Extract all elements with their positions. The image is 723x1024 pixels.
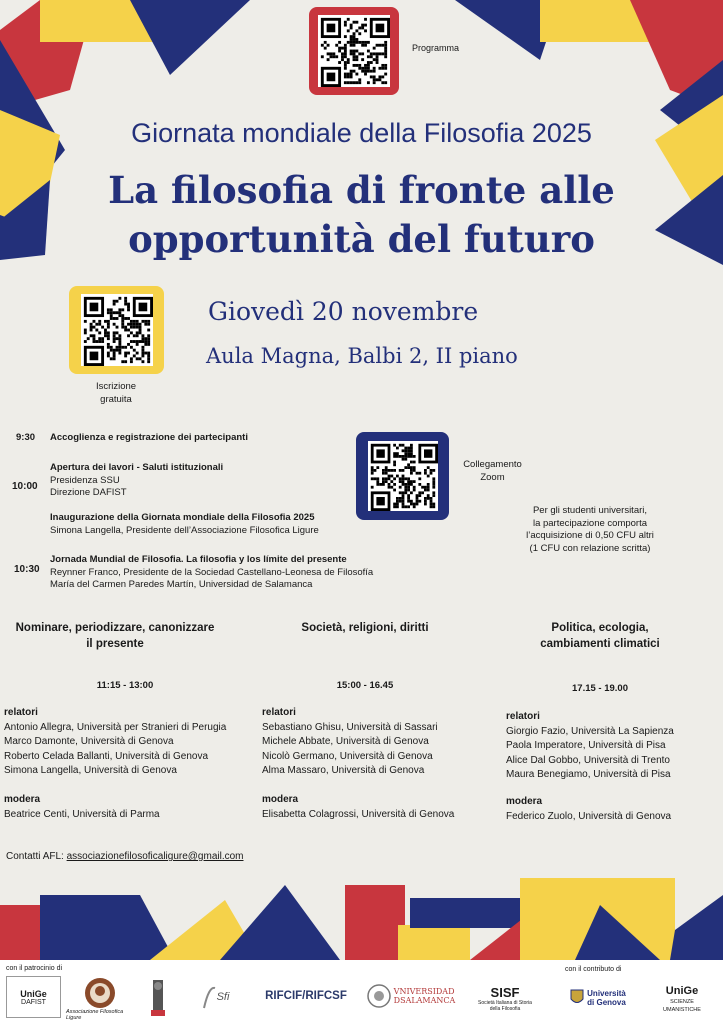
modera-label: modera: [4, 794, 41, 805]
session-title-line: cambiamenti climatici: [540, 638, 660, 650]
event-venue: Aula Magna, Balbi 2, II piano: [206, 344, 518, 368]
cfu-note-line: Per gli studenti universitari,: [532, 505, 648, 516]
logo-unige-text: [587, 989, 626, 1007]
logo-unige-dafist: [6, 976, 61, 1018]
schedule-line: Reynner Franco, Presidente de la Sociedad Castellano-Leonesa de Filosofía: [50, 566, 374, 578]
main-title-line1: La filosofia di fronte alle: [108, 168, 615, 212]
event-date: Giovedì 20 novembre: [208, 297, 479, 326]
qr-code-icon: [318, 15, 390, 87]
logo-text: Università: [587, 989, 626, 998]
shape-red-bottom-left: [0, 905, 42, 960]
logo-rifcif: [258, 980, 354, 1012]
contact-label: Contatti AFL:: [6, 851, 64, 862]
logo-text: UMANISTICHE: [663, 1006, 701, 1013]
owl-icon: [149, 978, 167, 1018]
qr-iscrizione-label: [72, 380, 160, 406]
schedule-time: 10:00: [12, 481, 38, 492]
afl-seal-icon: [84, 977, 116, 1009]
modera-label: modera: [506, 796, 543, 807]
session-title-line: Nominare, periodizzare, canonizzare: [15, 622, 215, 634]
qr-zoom-label: [455, 458, 530, 484]
logo-text: DAFIST: [21, 998, 46, 1006]
qr-code-icon: [81, 294, 153, 366]
qr-iscrizione[interactable]: [69, 286, 164, 374]
session-time: 11:15 - 13:00: [96, 680, 154, 691]
session-moderator: [506, 795, 671, 824]
logo-sfi: [190, 978, 240, 1016]
session-moderator: [4, 793, 160, 822]
unige-shield-icon: [570, 989, 584, 1007]
relatori-label: relatori: [506, 711, 540, 722]
schedule-line: Apertura dei lavori - Saluti istituzionali: [50, 462, 224, 473]
logo-salamanca: [362, 978, 460, 1014]
logo-salamanca-text: [394, 987, 456, 1005]
logo-text: UniGe: [665, 984, 699, 997]
speaker: Antonio Allegra, Università per Stranieri di Perugia: [4, 721, 227, 733]
speaker: Michele Abbate, Università di Genova: [262, 736, 429, 747]
logo-sisf-caption: Società Italiana di Storia: [478, 999, 532, 1006]
cfu-note: [505, 505, 675, 555]
qr-code-icon: [368, 441, 438, 511]
qr-zoom-label-line: Zoom: [480, 472, 505, 483]
session-speakers: [262, 706, 438, 779]
speaker: Roberto Celada Ballanti, Università di Genova: [4, 750, 208, 762]
qr-iscrizione-label-line: gratuita: [100, 394, 132, 405]
schedule-item: [50, 512, 319, 537]
shape-red-bottom-2: [345, 885, 405, 960]
schedule-item: Accoglienza e registrazione dei partecipanti: [50, 432, 248, 443]
session-time: 15:00 - 16.45: [336, 680, 394, 691]
session-title: [0, 620, 230, 652]
logo-sisf-caption: della Filosofia: [489, 1005, 521, 1012]
logo-rifcif-text: RIFCIF/RIFCSF: [265, 990, 347, 1002]
sfi-emblem-icon: [201, 984, 217, 1010]
speaker: Sebastiano Ghisu, Università di Sassari: [262, 721, 438, 733]
qr-iscrizione-label-line: Iscrizione: [95, 381, 137, 392]
session-speakers: [506, 710, 674, 783]
qr-programma[interactable]: [309, 7, 399, 95]
speaker: Alice Dal Gobbo, Università di Trento: [506, 754, 670, 766]
contributo-label: con il contributo di: [565, 966, 622, 973]
schedule-line: Presidenza SSU: [50, 474, 120, 486]
logo-unige: [562, 982, 634, 1014]
speaker: Nicolò Germano, Università di Genova: [262, 750, 433, 762]
session-title-line: Società, religioni, diritti: [301, 622, 429, 634]
speaker: Giorgio Fazio, Università La Sapienza: [506, 725, 674, 737]
logo-text: VNIVERSIDAD: [393, 987, 455, 996]
logo-text: UniGe: [20, 988, 47, 999]
shape-navy-bottom-3: [410, 898, 520, 928]
moderator: Beatrice Centi, Università di Parma: [4, 808, 160, 820]
modera-label: modera: [262, 794, 299, 805]
main-title-line2: opportunità del futuro: [128, 217, 595, 261]
qr-programma-label: Programma: [412, 43, 460, 53]
logo-sisf-text: SISF: [490, 984, 520, 1000]
schedule-line: María del Carmen Paredes Martín, Universidad de Salamanca: [50, 579, 313, 590]
logo-unige-scienze: [648, 978, 716, 1020]
schedule-time: 10:30: [14, 564, 40, 575]
logo-sfi-text: Sfi: [216, 991, 230, 1003]
session-title-line: Politica, ecologia,: [551, 622, 649, 634]
logo-text: SCIENZE: [670, 998, 694, 1005]
logo-sisf: [470, 976, 540, 1020]
session-title: [255, 620, 475, 636]
logo-afl-caption: Associazione Filosofica Ligure: [66, 1009, 124, 1021]
schedule-line: Simona Langella, Presidente dell’Associazione Filosofica Ligure: [50, 524, 319, 536]
relatori-label: relatori: [4, 707, 38, 718]
session-title-line: il presente: [86, 638, 144, 650]
speaker: Maura Benegiamo, Università di Pisa: [506, 769, 671, 780]
cfu-note-line: la partecipazione comporta: [532, 517, 648, 529]
relatori-label: relatori: [262, 707, 296, 718]
cfu-note-line: (1 CFU con relazione scritta): [529, 542, 651, 554]
cfu-note-line: l’acquisizione di 0,50 CFU altri: [526, 530, 654, 541]
schedule-line: Direzione DAFIST: [50, 487, 127, 498]
contact: [6, 850, 244, 863]
schedule-time: 9:30: [16, 432, 36, 443]
logo-text: di Genova: [587, 998, 626, 1007]
qr-zoom-label-line: Collegamento: [463, 459, 522, 470]
logo-owl: [148, 976, 168, 1020]
logo-afl: [66, 975, 134, 1023]
speaker: Paola Imperatore, Università di Pisa: [506, 740, 666, 751]
event-title: Giornata mondiale della Filosofia 2025: [131, 118, 592, 148]
schedule-line: Jornada Mundial de Filosofia. La filosofia y los límite del presente: [50, 554, 347, 565]
schedule-line: Inaugurazione della Giornata mondiale della Filosofia 2025: [50, 512, 315, 523]
session-title: [500, 620, 700, 652]
patrocinio-label: con il patrocinio di: [6, 965, 63, 972]
speaker: Marco Damonte, Università di Genova: [4, 736, 174, 747]
speaker: Alma Massaro, Università di Genova: [262, 765, 425, 776]
qr-zoom[interactable]: [356, 432, 449, 520]
schedule-item: [50, 554, 373, 592]
moderator: Federico Zuolo, Università di Genova: [506, 810, 672, 822]
logo-text: DSALAMANCA: [393, 996, 456, 1005]
shape-yellow-bottom-2: [398, 925, 470, 960]
session-moderator: [262, 793, 454, 822]
salamanca-seal-icon: [367, 984, 391, 1008]
shape-navy-bottom-right: [670, 895, 723, 960]
schedule-item: [50, 462, 223, 500]
shape-navy-bottom-1: [40, 895, 175, 960]
session-time: 17.15 - 19.00: [572, 683, 628, 694]
speaker: Simona Langella, Università di Genova: [4, 765, 177, 776]
session-speakers: [4, 706, 226, 779]
moderator: Elisabetta Colagrossi, Università di Genova: [262, 808, 455, 820]
contact-email-link[interactable]: associazionefilosoficaligure@gmail.com: [66, 851, 244, 862]
